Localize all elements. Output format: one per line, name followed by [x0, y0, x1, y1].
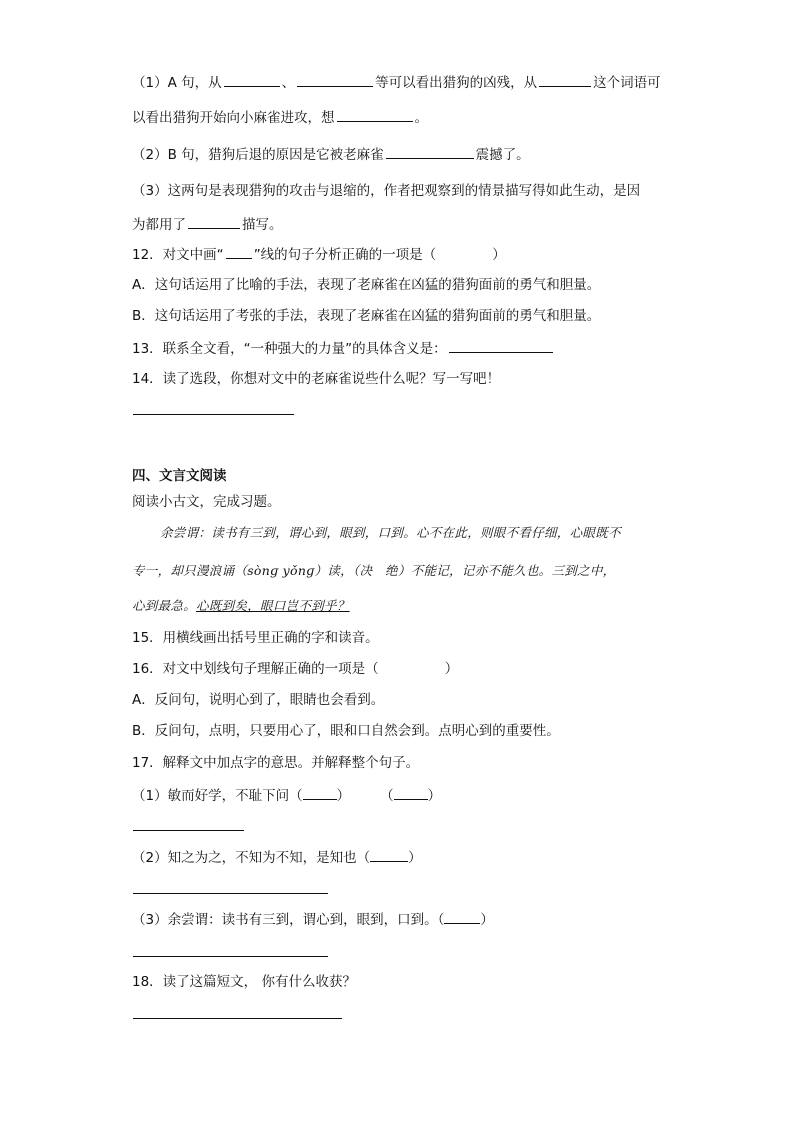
- q12-underline-sample: [226, 244, 252, 259]
- q13-stem: [132, 338, 555, 359]
- q11-sub3-line2: [132, 214, 283, 235]
- q11-sub1-line2: [132, 107, 428, 128]
- q16-stem-text-b: ）: [444, 661, 459, 677]
- q16-option-a[interactable]: A．反问句，说明心到了，眼睛也会看到。: [132, 692, 385, 708]
- q17-sub2-answer-line[interactable]: [133, 893, 328, 894]
- q17-sub1-blank-1[interactable]: [303, 785, 337, 800]
- q17-sub1-answer-line[interactable]: [133, 830, 244, 831]
- q17-sub1-text-a: （1）敏而好学，不耻下问（: [132, 788, 303, 804]
- q12-stem-text-b: ”线的句子分析正确的一项是（: [253, 247, 437, 263]
- q12-stem-text-a: 12．对文中画“: [132, 247, 224, 263]
- q17-sub1-text-b: ）: [336, 788, 351, 804]
- q11-sub3-text-a: （3）这两句是表现猎狗的攻击与退缩的，作者把观察到的情景描写得如此生动，是因: [132, 183, 641, 199]
- q12-stem: [132, 244, 506, 265]
- q17-sub3: [132, 909, 494, 930]
- q17-sub2-blank[interactable]: [370, 847, 408, 862]
- q16-stem-text-a: 16．对文中划线句子理解正确的一项是（: [132, 661, 379, 677]
- q17-sub3-blank[interactable]: [444, 909, 480, 924]
- q11-sub1-text-d: 这个词语可: [593, 75, 661, 91]
- q11-sub2-text-a: （2）B 句，猎狗后退的原因是它被老麻雀: [132, 147, 384, 163]
- q11-sub1-text-b: 、: [281, 75, 296, 91]
- q11-sub1-text-f: 。: [414, 110, 428, 126]
- q17-sub1-blank-2[interactable]: [394, 785, 428, 800]
- q12-option-b[interactable]: B．这句话运用了考张的手法，表现了老麻雀在凶猛的猎狗面前的勇气和胆量。: [132, 308, 601, 324]
- q15-stem: 15．用横线画出括号里正确的字和读音。: [132, 630, 379, 646]
- q11-sub1-blank-1[interactable]: [224, 72, 280, 87]
- q11-sub3-line1: [132, 181, 640, 201]
- q12-option-a[interactable]: A．这句话运用了比喻的手法，表现了老麻雀在凶猛的猎狗面前的勇气和胆量。: [132, 277, 601, 293]
- q11-sub1-text-c: 等可以看出猎狗的凶残，从: [375, 75, 538, 91]
- q13-stem-text: 13．联系全文看，“一种强大的力量”的具体含义是：: [132, 341, 447, 357]
- q16-stem: [132, 659, 458, 679]
- q14-stem: 14．读了选段，你想对文中的老麻雀说些什么呢？写一写吧！: [132, 371, 501, 387]
- q14-answer-line[interactable]: [133, 414, 294, 415]
- passage-line-1: 余尝谓：读书有三到，谓心到，眼到，口到。心不在此，则眼不看仔细，心眼既不: [160, 525, 621, 540]
- q18-answer-line[interactable]: [133, 1018, 342, 1019]
- section4-instruction: 阅读小古文，完成习题。: [132, 494, 281, 510]
- q12-stem-text-c: ）: [492, 247, 506, 263]
- q17-sub3-text-a: （3）余尝谓：读书有三到，谓心到，眼到，口到。（: [132, 912, 445, 928]
- q17-sub1: [132, 785, 441, 806]
- q17-sub3-answer-line[interactable]: [133, 956, 328, 957]
- passage-line-2: 专一，却只漫浪诵（sònɡ yǒnɡ）读，（决 绝）不能记，记亦不能久也。三到之中，: [132, 563, 616, 578]
- q11-sub2-blank[interactable]: [386, 144, 474, 159]
- q11-sub1-blank-4[interactable]: [337, 107, 413, 122]
- q17-sub2: [132, 847, 422, 868]
- q11-sub2-line: [132, 144, 530, 165]
- q17-sub3-text-b: ）: [480, 912, 494, 928]
- q17-sub2-text-a: （2）知之为之，不知为不知，是知也（: [132, 850, 371, 866]
- q13-blank[interactable]: [449, 338, 553, 353]
- q17-stem: 17．解释文中加点字的意思。并解释整个句子。: [132, 755, 420, 771]
- q11-sub1-blank-3[interactable]: [539, 72, 591, 87]
- passage-underlined-sentence: 心既到矣，眼口岂不到乎？: [196, 598, 350, 613]
- q11-sub1-text-e: 以看出猎狗开始向小麻雀进攻，想: [132, 110, 335, 126]
- passage-line-3: [132, 596, 350, 616]
- q17-sub1-text-c: （: [380, 788, 394, 804]
- q11-sub3-blank[interactable]: [188, 214, 240, 229]
- section4-title: 四、文言文阅读: [132, 468, 227, 484]
- q16-option-b[interactable]: B．反问句，点明，只要用心了，眼和口自然会到。点明心到的重要性。: [132, 723, 560, 739]
- q17-sub2-text-b: ）: [408, 850, 422, 866]
- q18-stem: 18．读了这篇短文， 你有什么收获？: [132, 974, 356, 990]
- q11-sub3-text-b: 为都用了: [132, 217, 186, 233]
- q11-sub1-line1: [132, 72, 661, 93]
- q11-sub1-text-a: （1）A 句，从: [132, 75, 222, 91]
- q17-sub1-text-d: ）: [427, 788, 442, 804]
- q11-sub2-text-b: 震撼了。: [475, 147, 530, 163]
- passage-line-3-text: 心到最急。: [132, 598, 197, 613]
- q11-sub3-text-c: 描写。: [242, 217, 283, 233]
- q11-sub1-blank-2[interactable]: [297, 72, 373, 87]
